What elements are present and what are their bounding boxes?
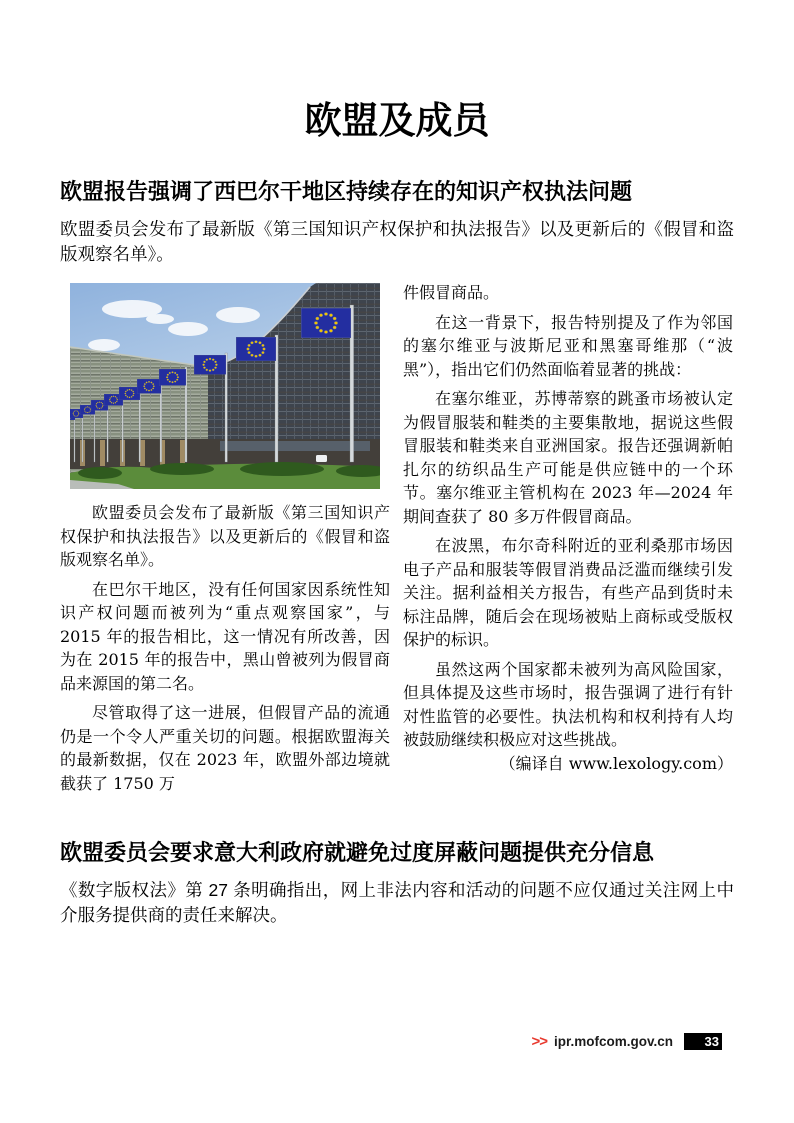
- right-column: [403, 281, 733, 795]
- article-subtitle: 欧盟委员会发布了最新版《第三国知识产权保护和执法报告》以及更新后的《假冒和盗版观察名单》。: [60, 219, 734, 264]
- page-content: [60, 0, 734, 928]
- paragraph: 尽管取得了这一进展，但假冒产品的流通仍是一个令人严重关切的问题。根据欧盟海关的最新数据，仅在 2023 年，欧盟外部边境就截获了 1750 万: [60, 703, 390, 793]
- right-column-text: [403, 281, 733, 773]
- paragraph: 在波黑，布尔奇科附近的亚利桑那市场因电子产品和服装等假冒消费品泛滥而继续引发关注。据利益相关方报告，有些产品到货时未标注品牌，随后会在现场被贴上商标或受版权保护的标识。: [403, 536, 733, 649]
- footer-site-url: ipr.mofcom.gov.cn: [553, 1034, 673, 1049]
- paragraph-text: 虽然这两个国家都未被列为高风险国家，但具体提及这些市场时，报告强调了进行有针对性监管的必要性。执法机构和权利持有人均被鼓励继续积极应对这些挑战。: [403, 659, 733, 749]
- left-column: [60, 281, 390, 795]
- two-column-layout: [60, 281, 734, 795]
- paragraph: 在巴尔干地区，没有任何国家因系统性知识产权问题而被列为“重点观察国家”，与 2015 年的报告相比，这一情况有所改善，因为在 2015 年的报告中，黑山曾被列为假冒商品来源国的第二名。: [60, 579, 390, 693]
- paragraph: 欧盟委员会发布了最新版《第三国知识产权保护和执法报告》以及更新后的《假冒和盗版观察名单》。: [60, 503, 390, 569]
- article-source: （编译自 www.lexology.com）: [499, 753, 733, 773]
- paragraph: 在塞尔维亚，苏博蒂察的跳蚤市场被认定为假冒服装和鞋类的主要集散地，据说这些假冒服装和鞋类来自亚洲国家。报告还强调新帕扎尔的纺织品生产可能是供应链中的一个环节。塞尔维亚主管机构在 2023 年—2024 年期间查获了 80 多万件假冒商品。: [403, 389, 733, 526]
- article-eu-italy: [60, 839, 734, 928]
- left-column-text: [60, 501, 390, 795]
- page-footer: [531, 1033, 722, 1050]
- eu-commission-building-photo: [70, 283, 380, 489]
- article-subtitle: 《数字版权法》第 27 条明确指出，网上非法内容和活动的问题不应仅通过关注网上中介服务提供商的责任来解决。: [60, 880, 734, 925]
- paragraph: [403, 658, 733, 773]
- chevron-right-icon: >>: [531, 1033, 547, 1050]
- page-number-badge: 33: [684, 1033, 722, 1050]
- article-heading: 欧盟委员会要求意大利政府就避免过度屏蔽问题提供充分信息: [60, 840, 655, 865]
- eu-flags-building-illustration: [70, 283, 380, 489]
- article-heading: 欧盟报告强调了西巴尔干地区持续存在的知识产权执法问题: [60, 179, 633, 204]
- paragraph: 在这一背景下，报告特别提及了作为邻国的塞尔维亚与波斯尼亚和黑塞哥维那（“波黑”），指出它们仍然面临着显著的挑战：: [403, 312, 733, 379]
- article-eu-report: [60, 178, 734, 795]
- page-title: 欧盟及成员: [304, 100, 490, 141]
- paragraph: 件假冒商品。: [403, 283, 500, 302]
